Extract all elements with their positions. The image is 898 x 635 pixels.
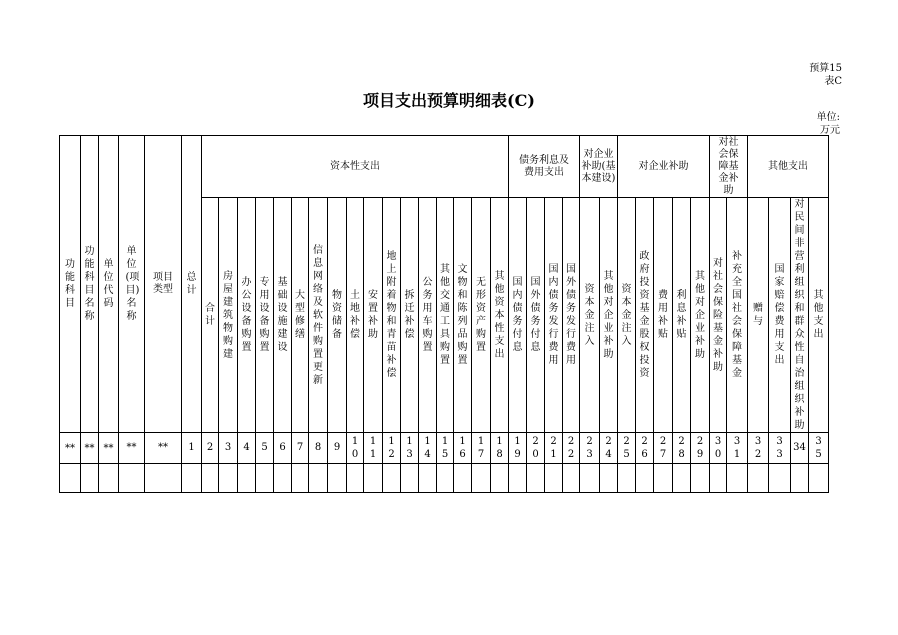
index-row xyxy=(60,433,829,464)
header-sub: 国内债务付息 xyxy=(509,198,527,433)
header-sub: 补充全国社会保障基金 xyxy=(727,198,748,433)
index-cell: ** xyxy=(99,433,119,464)
index-cell: 24 xyxy=(600,433,618,464)
index-cell: 23 xyxy=(580,433,600,464)
header-func-subject-name: 功能科目名称 xyxy=(81,136,99,433)
index-cell: 31 xyxy=(727,433,748,464)
header-sub: 办公设备购置 xyxy=(238,198,256,433)
index-cell: 19 xyxy=(509,433,527,464)
header-debt-group: 债务利息及费用支出 xyxy=(509,136,580,198)
header-unit-name: 单位(项目)名称 xyxy=(119,136,145,433)
unit-value: 万元 xyxy=(820,125,840,136)
header-sub: 对民间非营利组织和群众性自治组织补助 xyxy=(791,198,809,433)
header-sub: 资本金注入 xyxy=(618,198,636,433)
index-cell: 27 xyxy=(654,433,673,464)
budget-table xyxy=(59,135,829,493)
index-cell: 7 xyxy=(292,433,309,464)
index-cell: 14 xyxy=(419,433,437,464)
header-sub: 国内债务发行费用 xyxy=(545,198,563,433)
header-sub: 地上附着物和青苗补偿 xyxy=(383,198,401,433)
index-cell: 28 xyxy=(673,433,691,464)
page-title: 项目支出预算明细表(C) xyxy=(363,91,535,110)
header-sub: 土地补偿 xyxy=(347,198,364,433)
index-cell: 34 xyxy=(791,433,809,464)
index-cell: 20 xyxy=(527,433,545,464)
index-cell: ** xyxy=(81,433,99,464)
index-cell: 29 xyxy=(691,433,710,464)
header-sub: 其他对企业补助 xyxy=(691,198,710,433)
header-sub: 文物和陈列品购置 xyxy=(454,198,472,433)
header-sub: 国外债务付息 xyxy=(527,198,545,433)
header-sub: 其他对企业补助 xyxy=(600,198,618,433)
header-sub: 无形资产购置 xyxy=(472,198,491,433)
index-cell: 15 xyxy=(437,433,454,464)
header-func-subject: 功能科目 xyxy=(60,136,81,433)
index-cell: 4 xyxy=(238,433,256,464)
index-cell: 18 xyxy=(491,433,509,464)
header-sub: 国外债务发行费用 xyxy=(563,198,580,433)
header-sub: 赠与 xyxy=(748,198,769,433)
index-cell: 16 xyxy=(454,433,472,464)
header-capital-group: 资本性支出 xyxy=(202,136,509,198)
header-sub: 基础设施建设 xyxy=(274,198,292,433)
header-sub: 公务用车购置 xyxy=(419,198,437,433)
index-cell: 9 xyxy=(328,433,347,464)
header-other-group: 其他支出 xyxy=(748,136,829,198)
index-cell: 10 xyxy=(347,433,364,464)
index-cell: 3 xyxy=(219,433,238,464)
index-cell: 2 xyxy=(202,433,219,464)
index-cell: 6 xyxy=(274,433,292,464)
header-sub: 其他交通工具购置 xyxy=(437,198,454,433)
index-cell: 21 xyxy=(545,433,563,464)
header-enterprise-group: 对企业补助 xyxy=(618,136,710,198)
header-sub: 大型修缮 xyxy=(292,198,309,433)
header-sub: 房屋建筑物购建 xyxy=(219,198,238,433)
unit-label: 单位: xyxy=(816,112,840,123)
index-cell: 22 xyxy=(563,433,580,464)
index-cell: 12 xyxy=(383,433,401,464)
header-enterprise-capital-group: 对企业补助(基本建设) xyxy=(580,136,618,198)
index-cell: 8 xyxy=(309,433,328,464)
index-cell: 5 xyxy=(256,433,274,464)
header-project-type: 项目类型 xyxy=(145,136,182,433)
header-sub: 资本金注入 xyxy=(580,198,600,433)
header-sub: 利息补贴 xyxy=(673,198,691,433)
header-sub: 合计 xyxy=(202,198,219,433)
header-total: 总计 xyxy=(182,136,202,433)
empty-row xyxy=(60,464,829,493)
index-cell: 30 xyxy=(710,433,727,464)
header-unit-code: 单位代码 xyxy=(99,136,119,433)
header-sub: 国家赔偿费用支出 xyxy=(769,198,791,433)
header-sub: 对社会保险基金补助 xyxy=(710,198,727,433)
index-cell: 35 xyxy=(809,433,829,464)
index-cell: 26 xyxy=(636,433,654,464)
index-cell: 11 xyxy=(364,433,383,464)
index-cell: 25 xyxy=(618,433,636,464)
index-cell: ** xyxy=(119,433,145,464)
form-code-sub: 表C xyxy=(824,76,842,87)
index-cell: 1 xyxy=(182,433,202,464)
index-cell: 17 xyxy=(472,433,491,464)
index-cell: 32 xyxy=(748,433,769,464)
index-cell: ** xyxy=(145,433,182,464)
index-cell: 33 xyxy=(769,433,791,464)
header-sub: 其他资本性支出 xyxy=(491,198,509,433)
header-sub: 其他支出 xyxy=(809,198,829,433)
header-sub: 安置补助 xyxy=(364,198,383,433)
header-social-security-group: 对社会保障基金补助 xyxy=(710,136,748,198)
header-sub: 费用补贴 xyxy=(654,198,673,433)
header-sub: 专用设备购置 xyxy=(256,198,274,433)
header-sub: 拆迁补偿 xyxy=(401,198,419,433)
header-sub: 信息网络及软件购置更新 xyxy=(309,198,328,433)
header-sub: 政府投资基金股权投资 xyxy=(636,198,654,433)
header-sub: 物资储备 xyxy=(328,198,347,433)
form-code: 预算15 xyxy=(809,63,842,74)
index-cell: ** xyxy=(60,433,81,464)
index-cell: 13 xyxy=(401,433,419,464)
